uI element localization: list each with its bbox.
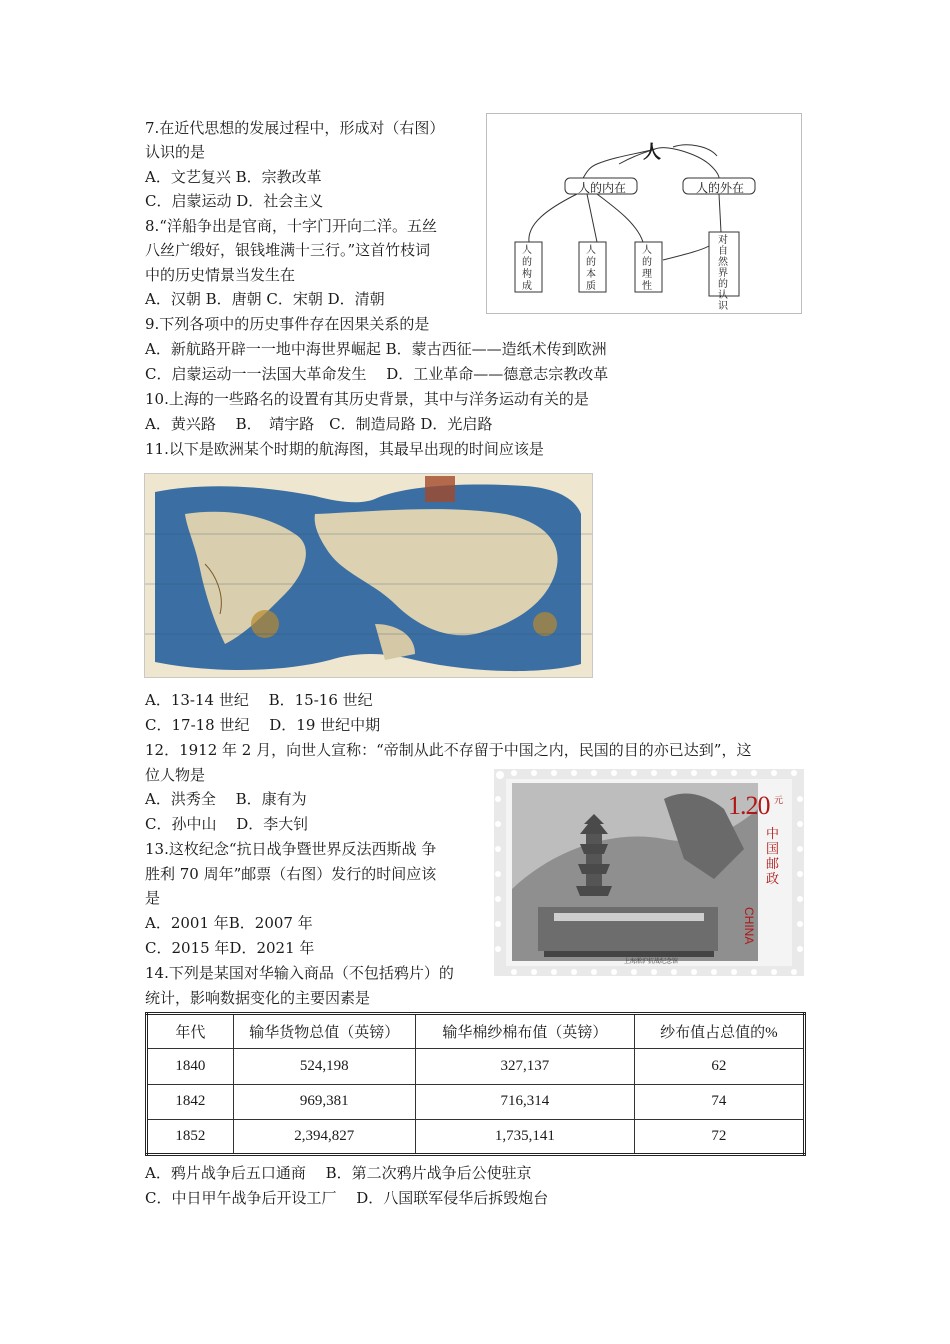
q13-commemorative-stamp-image: [494, 769, 804, 976]
table-cell: 1840: [147, 1049, 234, 1084]
table-header-cell: 输华棉纱棉布值（英镑）: [415, 1014, 634, 1049]
diagram-outer-node: 人的外在: [695, 181, 744, 195]
q8-stem-line2: 八丝广缎好，银钱堆满十三行。”这首竹枝词: [145, 241, 431, 259]
q14-stem-line2: 统计，影响数据变化的主要因素是: [145, 989, 371, 1007]
q9-stem: 9.下列各项中的历史事件存在因果关系的是: [145, 315, 430, 333]
q7-options-ab: A．文艺复兴 B．宗教改革: [145, 168, 322, 186]
q13-options-cd: C．2015 年D．2021 年: [145, 939, 315, 957]
table-cell: 524,198: [233, 1049, 415, 1084]
diagram-box-reason: 人的理性: [642, 245, 652, 292]
stamp-country-en: CHINA: [742, 907, 756, 945]
table-cell: 74: [634, 1084, 804, 1119]
q13-stem-line3: 是: [145, 889, 161, 907]
table-cell: 1842: [147, 1084, 234, 1119]
q11-stem: 11.以下是欧洲某个时期的航海图，其最早出现的时间应该是: [145, 440, 544, 458]
table-cell: 62: [634, 1049, 804, 1084]
q7-concept-diagram: [486, 113, 802, 314]
table-cell: 716,314: [415, 1084, 634, 1119]
q8-stem-line1: 8.“洋船争出是官商，十字门开向二洋。五丝: [145, 217, 437, 235]
q12-stem-line2: 位人物是: [145, 766, 206, 784]
q13-stem-line1: 13.这枚纪念“抗日战争暨世界反法西斯战 争: [145, 840, 437, 858]
table-header-cell: 纱布值占总值的%: [634, 1014, 804, 1049]
table-header-row: [147, 1014, 805, 1049]
table-header-cell: 输华货物总值（英镑）: [233, 1014, 415, 1049]
q10-options: A．黄兴路 B． 靖宇路 C．制造局路 D．光启路: [145, 415, 493, 433]
q14-trade-table: [145, 1012, 806, 1156]
table-row: [147, 1049, 805, 1084]
q10-stem: 10.上海的一些路名的设置有其历史背景，其中与洋务运动有关的是: [145, 390, 589, 408]
diagram-top-node: 人: [643, 142, 661, 163]
q11-options-ab: A．13-14 世纪 B．15-16 世纪: [145, 691, 373, 709]
q7-options-cd: C．启蒙运动 D．社会主义: [145, 192, 324, 210]
q11-nautical-map-image: [144, 473, 593, 678]
q12-options-cd: C．孙中山 D．李大钊: [145, 815, 309, 833]
q9-options-ab: A．新航路开辟一一地中海世界崛起 B．蒙古西征——造纸术传到欧洲: [145, 340, 607, 358]
stamp-face-value: 1.20: [728, 791, 770, 820]
q12-options-ab: A．洪秀全 B．康有为: [145, 790, 307, 808]
q7-stem-line2: 认识的是: [145, 143, 206, 161]
q14-stem-line1: 14.下列是某国对华输入商品（不包括鸦片）的: [145, 964, 454, 982]
stamp-country-cn: 中国邮政: [766, 827, 780, 887]
q14-options-cd: C．中日甲午战争后开设工厂 D．八国联军侵华后拆毁炮台: [145, 1189, 549, 1207]
stamp-caption: 上海淞沪抗战纪念馆: [624, 958, 679, 965]
diagram-box-nature: 对自然界的认识: [718, 235, 728, 312]
table-cell: 2,394,827: [233, 1119, 415, 1154]
q9-options-cd: C．启蒙运动一一法国大革命发生 D．工业革命——德意志宗教改革: [145, 365, 609, 383]
diagram-box-composition: 人的构成: [522, 245, 532, 292]
q8-options: A．汉朝 B．唐朝 C．宋朝 D．清朝: [145, 290, 385, 308]
table-header-cell: 年代: [147, 1014, 234, 1049]
table-row: [147, 1084, 805, 1119]
table-cell: 1,735,141: [415, 1119, 634, 1154]
q11-options-cd: C．17-18 世纪 D．19 世纪中期: [145, 716, 381, 734]
q13-options-ab: A．2001 年B．2007 年: [145, 914, 313, 932]
table-cell: 72: [634, 1119, 804, 1154]
table-cell: 969,381: [233, 1084, 415, 1119]
diagram-inner-node: 人的内在: [577, 181, 626, 195]
q12-stem-line1: 12．1912 年 2 月，向世人宣称：“帝制从此不存留于中国之内，民国的目的亦已达到”，这: [145, 741, 752, 759]
table-cell: 1852: [147, 1119, 234, 1154]
stamp-value-unit: 元: [774, 796, 784, 806]
q13-stem-line2: 胜利 70 周年”邮票（右图）发行的时间应该: [145, 865, 437, 883]
q14-options-ab: A．鸦片战争后五口通商 B．第二次鸦片战争后公使驻京: [145, 1164, 532, 1182]
q7-stem-line1: 7.在近代思想的发展过程中，形成对（右图）: [145, 119, 445, 137]
diagram-box-essence: 人的本质: [586, 245, 596, 292]
table-row: [147, 1119, 805, 1154]
table-cell: 327,137: [415, 1049, 634, 1084]
q8-stem-line3: 中的历史情景当发生在: [145, 266, 296, 284]
